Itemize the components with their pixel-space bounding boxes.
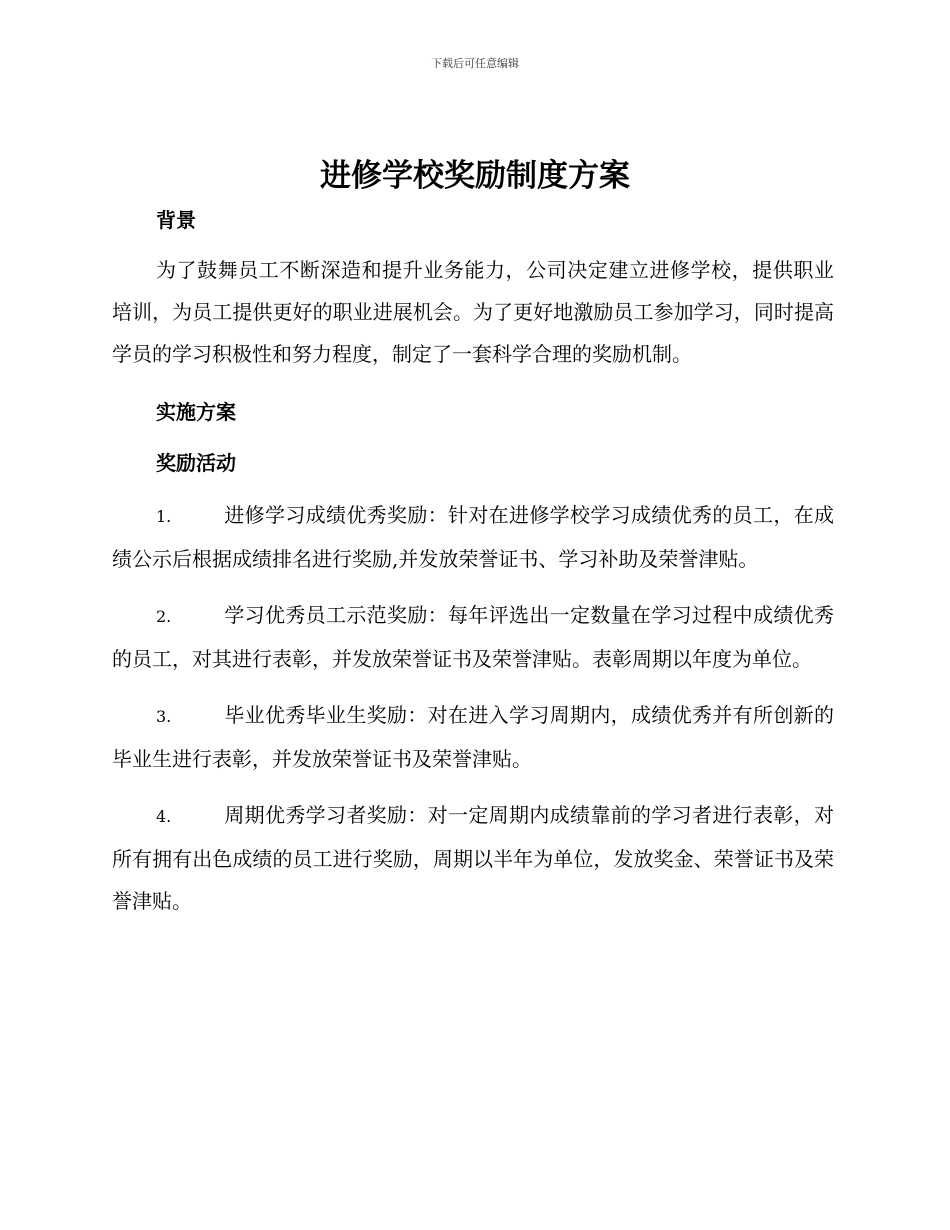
list-item-number: 3. <box>156 707 172 726</box>
list-item <box>112 494 834 580</box>
background-paragraph: 为了鼓舞员工不断深造和提升业务能力，公司决定建立进修学校，提供职业培训，为员工提供更好的职业进展机会。为了更好地激励员工参加学习，同时提高学员的学习积极性和努力程度，制定了一套科学合理的奖励机制。 <box>112 258 834 366</box>
list-item-text: 毕业优秀毕业生奖励：对在进入学习周期内，成绩优秀并有所创新的毕业生进行表彰，并发放荣誉证书及荣誉津贴。 <box>112 703 834 771</box>
list-item <box>112 694 834 780</box>
section-heading-background: 背景 <box>156 208 196 232</box>
list-item <box>112 594 834 680</box>
list-item-number: 2. <box>156 607 172 626</box>
document-body <box>112 203 834 922</box>
header-note: 下载后可任意编辑 <box>431 57 519 70</box>
section-heading-activities: 奖励活动 <box>156 451 236 475</box>
list-item-number: 1. <box>156 507 172 526</box>
list-item <box>112 794 834 922</box>
list-item-text: 进修学习成绩优秀奖励：针对在进修学校学习成绩优秀的员工，在成绩公示后根据成绩排名进行奖励,并发放荣誉证书、学习补助及荣誉津贴。 <box>112 503 834 571</box>
list-item-number: 4. <box>156 807 172 826</box>
document-title: 进修学校奖励制度方案 <box>320 158 630 194</box>
list-item-text: 周期优秀学习者奖励：对一定周期内成绩靠前的学习者进行表彰，对所有拥有出色成绩的员工进行奖励，周期以半年为单位，发放奖金、荣誉证书及荣誉津贴。 <box>112 803 834 913</box>
list-item-text: 学习优秀员工示范奖励：每年评选出一定数量在学习过程中成绩优秀的员工，对其进行表彰，并发放荣誉证书及荣誉津贴。表彰周期以年度为单位。 <box>112 603 834 671</box>
section-heading-implementation: 实施方案 <box>156 400 236 424</box>
